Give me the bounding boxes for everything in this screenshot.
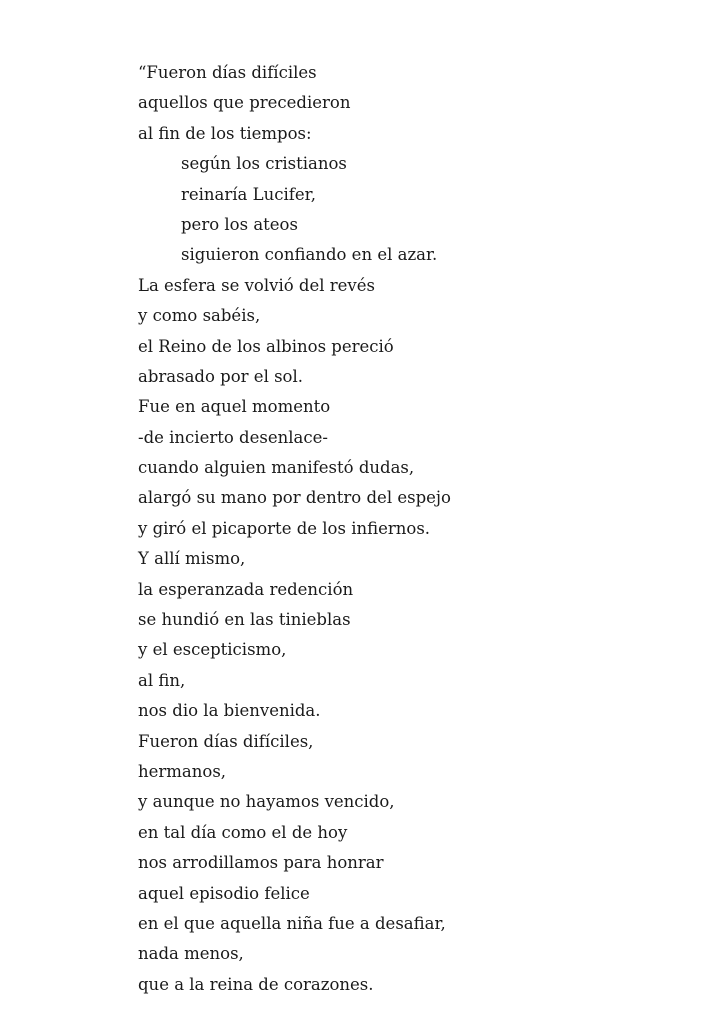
poem-line: reinaría Lucifer, (181, 184, 316, 204)
poem-line: al fin, (138, 670, 186, 690)
poem-body (138, 58, 451, 1000)
poem-line: que a la reina de corazones. (138, 974, 374, 994)
poem-line: la esperanzada redención (138, 579, 354, 599)
poem-line: nos dio la bienvenida. (138, 701, 321, 721)
poem-line: al fin de los tiempos: (138, 123, 312, 143)
poem-line: Fue en aquel momento (138, 397, 331, 417)
poem-line: siguieron confiando en el azar. (181, 245, 438, 265)
poem-line: y como sabéis, (138, 306, 261, 326)
poem-line: “Fueron días difíciles (138, 63, 317, 82)
poem-line: en el que aquella niña fue a desafiar, (138, 913, 446, 933)
poem-line: se hundió en las tinieblas (138, 610, 351, 630)
poem-line: aquel episodio felice (138, 883, 310, 903)
poem-line: Fueron días difíciles, (138, 731, 314, 751)
poem-line: aquellos que precedieron (138, 93, 351, 113)
poem-line: y aunque no hayamos vencido, (138, 792, 395, 812)
poem-line: el Reino de los albinos pereció (138, 336, 394, 356)
poem-line: pero los ateos (181, 214, 298, 234)
poem-line: cuando alguien manifestó dudas, (138, 458, 415, 478)
poem-line: abrasado por el sol. (138, 366, 304, 386)
poem-line: nada menos, (138, 944, 244, 964)
poem-line: Y allí mismo, (138, 549, 246, 569)
poem-line: y giró el picaporte de los infiernos. (138, 518, 431, 538)
poem-line: según los cristianos (181, 154, 347, 174)
poem-line: -de incierto desenlace- (138, 427, 328, 447)
poem-line: alargó su mano por dentro del espejo (138, 488, 451, 508)
poem-line: La esfera se volvió del revés (138, 275, 375, 295)
poem-line: y el escepticismo, (138, 640, 287, 660)
poem-line: en tal día como el de hoy (138, 822, 348, 842)
poem-line: hermanos, (138, 761, 227, 781)
poem-line: nos arrodillamos para honrar (138, 853, 384, 873)
